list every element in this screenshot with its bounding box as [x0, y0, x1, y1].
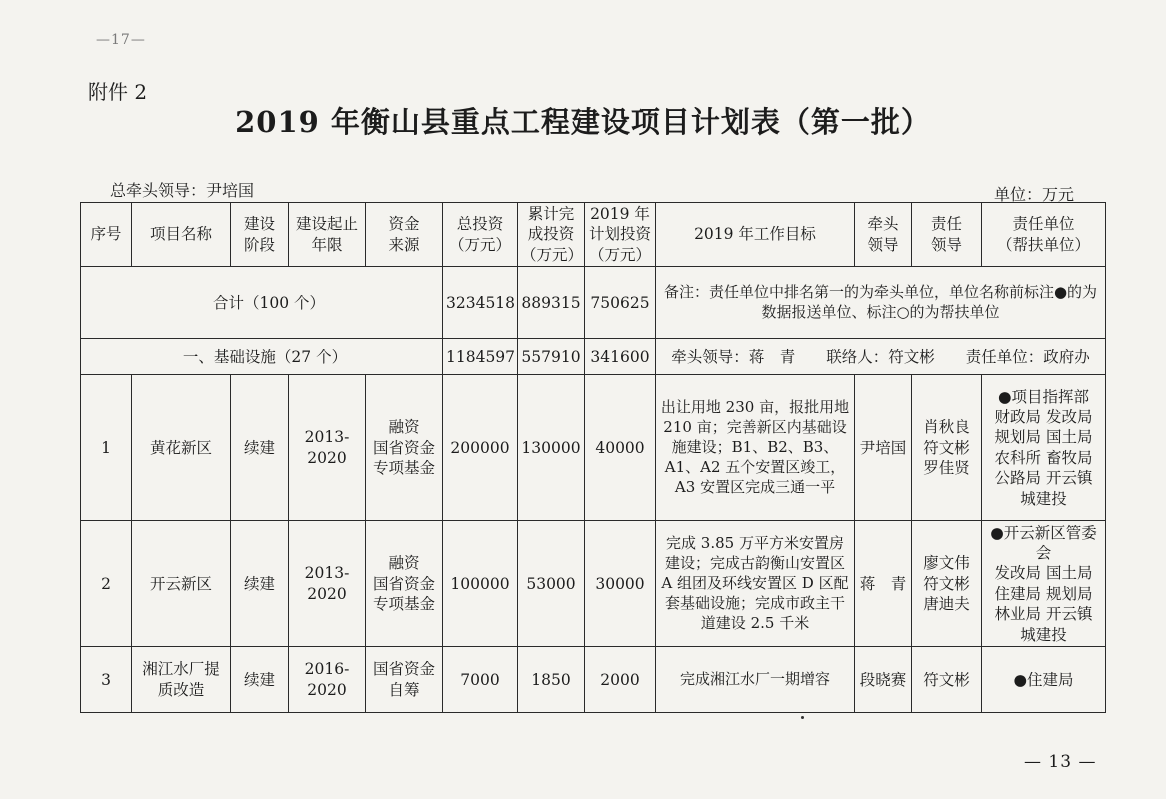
stray-dot [801, 716, 804, 719]
row-name: 黄花新区 [132, 375, 231, 521]
table-header-row [81, 203, 1106, 267]
row-name: 开云新区 [132, 521, 231, 647]
header-resp-unit: 责任单位 （帮扶单位） [982, 203, 1106, 267]
row-resp-unit: ●项目指挥部 财政局 发改局 规划局 国土局 农科所 畜牧局 公路局 开云镇 城建投 [982, 375, 1106, 521]
total-note: 备注：责任单位中排名第一的为牵头单位，单位名称前标注●的为数据报送单位、标注○的为帮扶单位 [656, 267, 1106, 339]
header-seq: 序号 [81, 203, 132, 267]
row-lead: 段晓赛 [855, 647, 912, 713]
header-total: 总投资 （万元） [443, 203, 518, 267]
row-resp-leader: 肖秋良 符文彬 罗佳贤 [912, 375, 982, 521]
category-total: 1184597 [443, 339, 518, 375]
total-total: 3234518 [443, 267, 518, 339]
category-plan2019: 341600 [585, 339, 656, 375]
row-fund: 融资 国省资金 专项基金 [366, 521, 443, 647]
total-row [81, 267, 1106, 339]
row-seq: 1 [81, 375, 132, 521]
row-seq: 3 [81, 647, 132, 713]
header-name: 项目名称 [132, 203, 231, 267]
header-plan2019: 2019 年 计划投资 （万元） [585, 203, 656, 267]
row-plan2019: 2000 [585, 647, 656, 713]
table-row [81, 521, 1106, 647]
row-stage: 续建 [231, 375, 289, 521]
unit-label: 单位：万元 [994, 185, 1075, 204]
row-total: 200000 [443, 375, 518, 521]
total-completed: 889315 [518, 267, 585, 339]
chief-leader: 总牵头领导：尹培国 [110, 181, 255, 200]
row-plan2019: 40000 [585, 375, 656, 521]
row-period: 2016-2020 [289, 647, 366, 713]
category-info: 牵头领导：蒋 青 联络人：符文彬 责任单位：政府办 [656, 339, 1106, 375]
row-total: 100000 [443, 521, 518, 647]
row-completed: 1850 [518, 647, 585, 713]
row-period: 2013-2020 [289, 375, 366, 521]
row-goal: 完成 3.85 万平方米安置房建设；完成古韵衡山安置区 A 组团及环线安置区 D 区配套基础设施；完成市政主干道建设 2.5 千米 [656, 521, 855, 647]
row-completed: 53000 [518, 521, 585, 647]
header-fund: 资金 来源 [366, 203, 443, 267]
header-goal: 2019 年工作目标 [656, 203, 855, 267]
row-lead: 蒋 青 [855, 521, 912, 647]
table-row [81, 647, 1106, 713]
page-title: 2019 年衡山县重点工程建设项目计划表（第一批） [235, 105, 931, 139]
attachment-label: 附件 2 [88, 80, 148, 104]
row-period: 2013-2020 [289, 521, 366, 647]
row-fund: 国省资金 自筹 [366, 647, 443, 713]
total-label: 合计（100 个） [81, 267, 443, 339]
row-plan2019: 30000 [585, 521, 656, 647]
top-page-mark: —17— [96, 32, 146, 48]
row-resp-leader: 廖文伟 符文彬 唐迪夫 [912, 521, 982, 647]
row-resp-leader: 符文彬 [912, 647, 982, 713]
row-name: 湘江水厂提 质改造 [132, 647, 231, 713]
table-row [81, 375, 1106, 521]
row-seq: 2 [81, 521, 132, 647]
row-lead: 尹培国 [855, 375, 912, 521]
project-plan-table [80, 202, 1106, 713]
row-resp-unit: ●开云新区管委会 发改局 国土局 住建局 规划局 林业局 开云镇 城建投 [982, 521, 1106, 647]
page-number: — 13 — [1024, 752, 1097, 772]
row-goal: 完成湘江水厂一期增容 [656, 647, 855, 713]
row-stage: 续建 [231, 647, 289, 713]
row-completed: 130000 [518, 375, 585, 521]
header-lead: 牵头 领导 [855, 203, 912, 267]
header-period: 建设起止 年限 [289, 203, 366, 267]
header-completed: 累计完 成投资 （万元） [518, 203, 585, 267]
row-resp-unit: ●住建局 [982, 647, 1106, 713]
category-completed: 557910 [518, 339, 585, 375]
row-goal: 出让用地 230 亩，报批用地 210 亩；完善新区内基础设施建设；B1、B2、B3、A1、A2 五个安置区竣工，A3 安置区完成三通一平 [656, 375, 855, 521]
row-stage: 续建 [231, 521, 289, 647]
total-plan2019: 750625 [585, 267, 656, 339]
category-row [81, 339, 1106, 375]
header-resp-leader: 责任 领导 [912, 203, 982, 267]
row-fund: 融资 国省资金 专项基金 [366, 375, 443, 521]
header-stage: 建设 阶段 [231, 203, 289, 267]
row-total: 7000 [443, 647, 518, 713]
category-label: 一、基础设施（27 个） [81, 339, 443, 375]
